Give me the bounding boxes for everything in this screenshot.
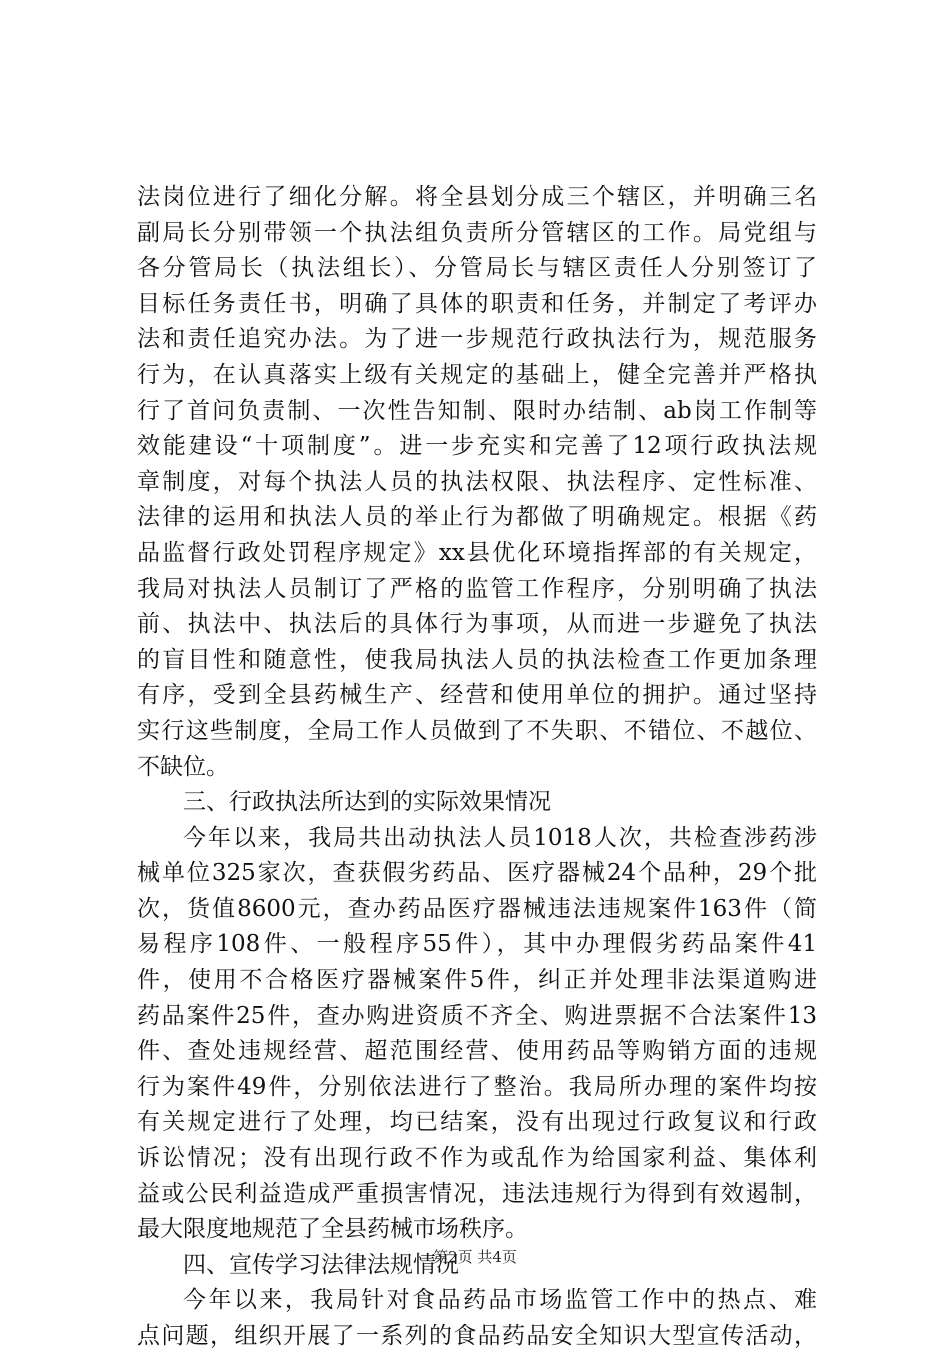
text-line: 目标任务责任书，明确了具体的职责和任务，并制定了考评办 <box>137 290 817 317</box>
page-footer <box>0 1246 950 1267</box>
text-line: 法岗位进行了细化分解。将全县划分成三个辖区，并明确三名 <box>137 184 817 210</box>
text-line: 行为案件49件，分别依法进行了整治。我局所办理的案件均按 <box>137 1073 817 1100</box>
text-line: 益或公民利益造成严重损害情况，违法违规行为得到有效遏制， <box>137 1180 817 1207</box>
section-heading: 三、行政执法所达到的实际效果情况 <box>183 789 551 816</box>
text-line: 法和责任追究办法。为了进一步规范行政执法行为，规范服务 <box>137 326 817 353</box>
text-line: 前、执法中、执法后的具体行为事项，从而进一步避免了执法 <box>137 611 817 638</box>
text-line: 行了首问负责制、一次性告知制、限时办结制、ab岗工作制等 <box>137 397 817 424</box>
text-line: 今年以来，我局针对食品药品市场监管工作中的热点、难 <box>183 1287 817 1314</box>
page-number-label: 第2页 共4页 <box>433 1248 517 1266</box>
text-line: 次，货值8600元，查办药品医疗器械违法违规案件163件（简 <box>137 895 817 922</box>
text-line: 法律的运用和执法人员的举止行为都做了明确规定。根据《药 <box>137 504 817 531</box>
text-line: 实行这些制度，全局工作人员做到了不失职、不错位、不越位、 <box>137 717 817 744</box>
text-line: 品监督行政处罚程序规定》xx县优化环境指挥部的有关规定， <box>137 539 817 566</box>
text-line: 副局长分别带领一个执法组负责所分管辖区的工作。局党组与 <box>137 219 817 246</box>
text-line: 药品案件25件，查办购进资质不齐全、购进票据不合法案件13 <box>137 1002 817 1029</box>
text-line: 件、查处违规经营、超范围经营、使用药品等购销方面的违规 <box>137 1038 817 1065</box>
text-line: 的盲目性和随意性，使我局执法人员的执法检查工作更加条理 <box>137 646 817 673</box>
text-line: 诉讼情况；没有出现行政不作为或乱作为给国家利益、集体利 <box>137 1145 817 1172</box>
document-body <box>137 180 817 1355</box>
text-line: 各分管局长（执法组长）、分管局长与辖区责任人分别签订了 <box>137 255 817 282</box>
text-line: 械单位325家次，查获假劣药品、医疗器械24个品种，29个批 <box>137 860 817 887</box>
text-line: 效能建设“十项制度”。进一步充实和完善了12项行政执法规 <box>137 433 817 460</box>
text-line: 点问题，组织开展了一系列的食品药品安全知识大型宣传活动， <box>137 1323 817 1349</box>
text-line: 今年以来，我局共出动执法人员1018人次，共检查涉药涉 <box>183 824 817 851</box>
text-line: 我局对执法人员制订了严格的监管工作程序，分别明确了执法 <box>137 575 817 602</box>
text-line: 章制度，对每个执法人员的执法权限、执法程序、定性标准、 <box>137 468 817 495</box>
text-line: 不缺位。 <box>137 753 229 780</box>
section-heading: 四、宣传学习法律法规情况 <box>183 1251 459 1278</box>
text-line: 有序，受到全县药械生产、经营和使用单位的拥护。通过坚持 <box>137 682 817 709</box>
text-line: 最大限度地规范了全县药械市场秩序。 <box>137 1216 528 1243</box>
text-line: 件，使用不合格医疗器械案件5件，纠正并处理非法渠道购进 <box>137 967 817 994</box>
text-line: 易程序108件、一般程序55件），其中办理假劣药品案件41 <box>137 931 817 958</box>
text-line: 行为，在认真落实上级有关规定的基础上，健全完善并严格执 <box>137 361 817 388</box>
text-line: 有关规定进行了处理，均已结案，没有出现过行政复议和行政 <box>137 1109 817 1136</box>
